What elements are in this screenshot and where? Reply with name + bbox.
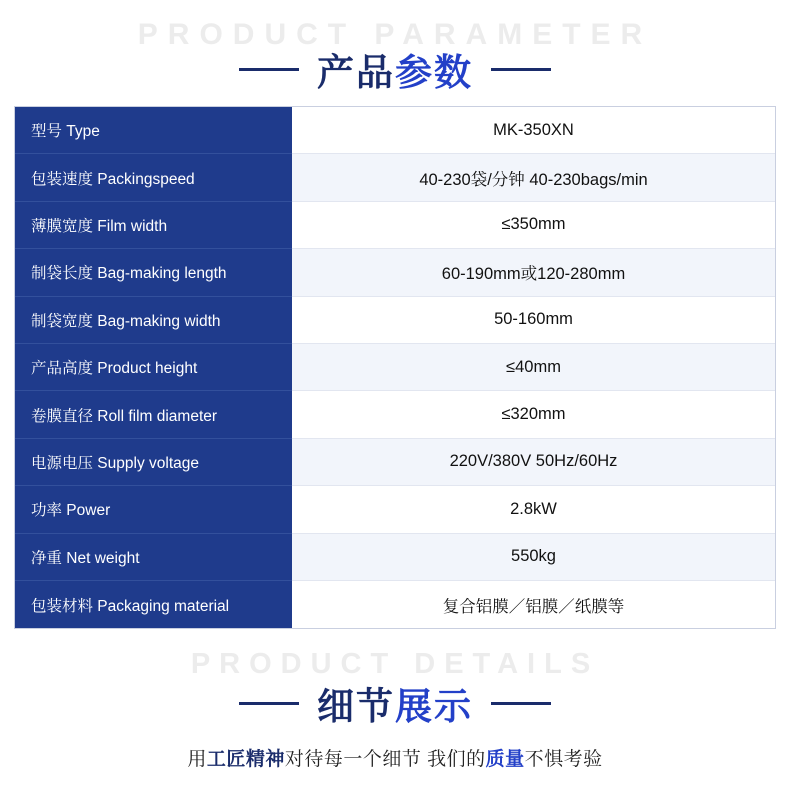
spec-label: 功率 Power (15, 486, 292, 533)
page-title-part-a: 产品 (317, 52, 395, 93)
bottom-title (317, 676, 473, 730)
table-row (15, 249, 775, 296)
spec-value: 60-190mm或120-280mm (292, 249, 775, 296)
bottom-title-part-a: 细节 (317, 686, 395, 727)
table-row (15, 534, 775, 581)
spec-label: 薄膜宽度 Film width (15, 202, 292, 249)
spec-label: 制袋宽度 Bag-making width (15, 297, 292, 344)
table-row (15, 581, 775, 628)
table-row (15, 297, 775, 344)
header-rule-left (239, 68, 299, 71)
spec-value: 550kg (292, 534, 775, 581)
tagline-accent: 质量 (485, 749, 525, 770)
tagline-strong: 工匠精神 (206, 749, 285, 770)
page-title (317, 42, 473, 96)
spec-value: 220V/380V 50Hz/60Hz (292, 439, 775, 486)
spec-label: 型号 Type (15, 107, 292, 154)
ghost-title-product-parameter: PRODUCT PARAMETER (137, 18, 653, 51)
tagline-middle: 对待每一个细节 我们的 (284, 749, 486, 770)
table-row (15, 439, 775, 486)
spec-value: 复合铝膜／铝膜／纸膜等 (292, 581, 775, 628)
spec-value: MK-350XN (292, 107, 775, 154)
bottom-title-part-b: 展示 (395, 686, 473, 727)
spec-label: 卷膜直径 Roll film diameter (15, 391, 292, 438)
spec-label: 包装材料 Packaging material (15, 581, 292, 628)
spec-value: ≤320mm (292, 391, 775, 438)
specification-table (14, 106, 776, 629)
spec-label: 包装速度 Packingspeed (15, 154, 292, 201)
table-row (15, 107, 775, 154)
header-rule-right (491, 68, 551, 71)
tagline-prefix: 用 (187, 749, 207, 770)
spec-label: 电源电压 Supply voltage (15, 439, 292, 486)
spec-value: 50-160mm (292, 297, 775, 344)
spec-value: ≤350mm (292, 202, 775, 249)
spec-value: 40-230袋/分钟 40-230bags/min (292, 154, 775, 201)
top-header-row (0, 42, 790, 96)
spec-label: 制袋长度 Bag-making length (15, 249, 292, 296)
table-row (15, 202, 775, 249)
spec-label: 产品高度 Product height (15, 344, 292, 391)
spec-value: ≤40mm (292, 344, 775, 391)
table-row (15, 154, 775, 201)
table-row (15, 486, 775, 533)
top-section-header (0, 18, 790, 96)
table-row (15, 344, 775, 391)
spec-label: 净重 Net weight (15, 534, 292, 581)
bottom-header-rule-left (239, 702, 299, 705)
bottom-header-row (0, 676, 790, 730)
spec-value: 2.8kW (292, 486, 775, 533)
page-title-part-b: 参数 (395, 52, 473, 93)
bottom-header-rule-right (491, 702, 551, 705)
ghost-title-product-details: PRODUCT DETAILS (190, 648, 600, 680)
tagline (0, 744, 790, 771)
tagline-suffix: 不惧考验 (524, 749, 603, 770)
table-row (15, 391, 775, 438)
bottom-section-header (0, 648, 790, 771)
